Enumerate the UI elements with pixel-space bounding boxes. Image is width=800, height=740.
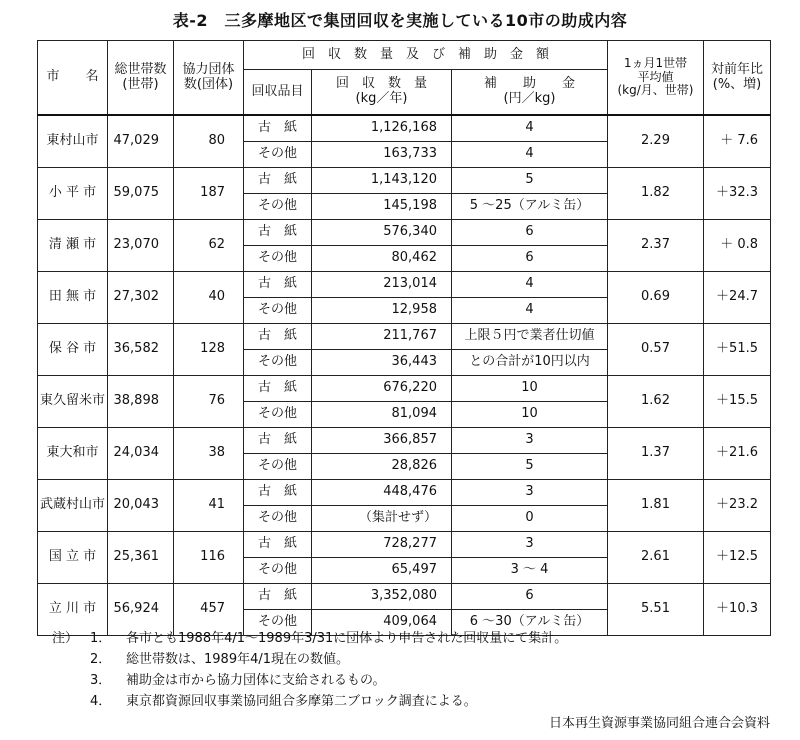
- notes: [52, 628, 567, 712]
- subsidy-value: 3 ～ 4: [452, 558, 608, 584]
- item-name: 古 紙: [244, 480, 312, 506]
- groups-value: 41: [174, 480, 244, 532]
- subsidy-value: 5: [452, 168, 608, 194]
- note-lead: [52, 670, 90, 691]
- amount-value: 3,352,080: [312, 584, 452, 610]
- item-name: 古 紙: [244, 272, 312, 298]
- groups-value: 187: [174, 168, 244, 220]
- table-row: [38, 532, 771, 558]
- item-name: その他: [244, 142, 312, 168]
- yoy-value: ＋32.3: [704, 168, 771, 220]
- item-name: 古 紙: [244, 428, 312, 454]
- groups-value: 38: [174, 428, 244, 480]
- item-name: その他: [244, 246, 312, 272]
- item-name: 古 紙: [244, 532, 312, 558]
- households-value: 23,070: [108, 220, 174, 272]
- subsidy-value: 6: [452, 220, 608, 246]
- item-name: その他: [244, 402, 312, 428]
- subsidy-value: 0: [452, 506, 608, 532]
- table-title: 表-2 三多摩地区で集団回収を実施している10市の助成内容: [172, 11, 628, 30]
- households-value: 27,302: [108, 272, 174, 324]
- header-subsidy: 補 助 金 (円／kg): [452, 70, 608, 116]
- city-name: 国 立 市: [38, 532, 108, 584]
- subsidy-value: 3: [452, 480, 608, 506]
- note-lead: [52, 649, 90, 670]
- header-collection-subsidy: 回 収 数 量 及 び 補 助 金 額: [244, 41, 608, 70]
- subsidy-value: 10: [452, 376, 608, 402]
- monthly-average-value: 1.81: [608, 480, 704, 532]
- header-yoy: 対前年比 (%、増): [704, 41, 771, 116]
- note-number: 3．: [90, 673, 112, 688]
- table-row: [38, 272, 771, 298]
- amount-value: 211,767: [312, 324, 452, 350]
- note-item: [52, 691, 567, 712]
- subsidy-value: 5: [452, 454, 608, 480]
- subsidy-value: 6 ～30（アルミ缶）: [452, 610, 608, 636]
- city-name: 清 瀬 市: [38, 220, 108, 272]
- subsidy-value: 6: [452, 584, 608, 610]
- note-item: [52, 628, 567, 649]
- subsidy-table: [37, 40, 771, 636]
- subsidy-value: 10: [452, 402, 608, 428]
- city-name: 小 平 市: [38, 168, 108, 220]
- table-row: [38, 480, 771, 506]
- item-name: 古 紙: [244, 324, 312, 350]
- yoy-value: ＋51.5: [704, 324, 771, 376]
- city-name: 田 無 市: [38, 272, 108, 324]
- note-number: 1．: [90, 631, 112, 646]
- source-credit: 日本再生資源事業協同組合連合会資料: [548, 716, 770, 731]
- city-name: 東久留米市: [38, 376, 108, 428]
- item-name: その他: [244, 350, 312, 376]
- amount-value: 213,014: [312, 272, 452, 298]
- amount-value: 65,497: [312, 558, 452, 584]
- note-number: 4．: [90, 694, 112, 709]
- table-row: [38, 376, 771, 402]
- note-item: [52, 649, 567, 670]
- yoy-value: ＋24.7: [704, 272, 771, 324]
- note-text: 各市とも1988年4/1～1989年3/31に団体より申告された回収量にて集計。: [126, 631, 568, 646]
- table-row: [38, 168, 771, 194]
- note-item: [52, 670, 567, 691]
- monthly-average-value: 2.37: [608, 220, 704, 272]
- yoy-value: ＋ 0.8: [704, 220, 771, 272]
- amount-value: 81,094: [312, 402, 452, 428]
- monthly-average-value: 1.62: [608, 376, 704, 428]
- amount-value: 728,277: [312, 532, 452, 558]
- city-name: 保 谷 市: [38, 324, 108, 376]
- monthly-average-value: 5.51: [608, 584, 704, 636]
- monthly-average-value: 0.69: [608, 272, 704, 324]
- amount-value: 28,826: [312, 454, 452, 480]
- yoy-value: ＋21.6: [704, 428, 771, 480]
- groups-value: 76: [174, 376, 244, 428]
- groups-value: 116: [174, 532, 244, 584]
- amount-value: 1,143,120: [312, 168, 452, 194]
- amount-value: 448,476: [312, 480, 452, 506]
- note-text: 補助金は市から協力団体に支給されるもの。: [126, 673, 386, 688]
- yoy-value: ＋12.5: [704, 532, 771, 584]
- subsidy-value: との合計が10円以内: [452, 350, 608, 376]
- item-name: 古 紙: [244, 115, 312, 142]
- item-name: その他: [244, 298, 312, 324]
- amount-value: 163,733: [312, 142, 452, 168]
- header-monthly-average: 1ヵ月1世帯 平均値 (kg/月、世帯): [608, 41, 704, 116]
- amount-value: 1,126,168: [312, 115, 452, 142]
- households-value: 56,924: [108, 584, 174, 636]
- item-name: その他: [244, 558, 312, 584]
- monthly-average-value: 0.57: [608, 324, 704, 376]
- groups-value: 80: [174, 115, 244, 168]
- city-name: 東大和市: [38, 428, 108, 480]
- amount-value: 409,064: [312, 610, 452, 636]
- header-groups: 協力団体 数(団体): [174, 41, 244, 116]
- households-value: 59,075: [108, 168, 174, 220]
- monthly-average-value: 1.37: [608, 428, 704, 480]
- table-row: [38, 115, 771, 142]
- monthly-average-value: 2.29: [608, 115, 704, 168]
- yoy-value: ＋ 7.6: [704, 115, 771, 168]
- households-value: 47,029: [108, 115, 174, 168]
- note-lead: 注）: [52, 631, 79, 646]
- note-lead: [52, 691, 90, 712]
- households-value: 36,582: [108, 324, 174, 376]
- table-row: [38, 428, 771, 454]
- item-name: 古 紙: [244, 220, 312, 246]
- amount-value: 676,220: [312, 376, 452, 402]
- yoy-value: ＋15.5: [704, 376, 771, 428]
- monthly-average-value: 1.82: [608, 168, 704, 220]
- amount-value: 366,857: [312, 428, 452, 454]
- header-amount: 回 収 数 量 (kg／年): [312, 70, 452, 116]
- monthly-average-value: 2.61: [608, 532, 704, 584]
- city-name: 東村山市: [38, 115, 108, 168]
- header-households: 総世帯数 (世帯): [108, 41, 174, 116]
- households-value: 20,043: [108, 480, 174, 532]
- item-name: その他: [244, 194, 312, 220]
- table-row: [38, 220, 771, 246]
- table-row: [38, 324, 771, 350]
- subsidy-value: 6: [452, 246, 608, 272]
- note-number: 2．: [90, 652, 112, 667]
- subsidy-value: 3: [452, 428, 608, 454]
- subsidy-value: 4: [452, 142, 608, 168]
- item-name: 古 紙: [244, 168, 312, 194]
- table-row: [38, 584, 771, 610]
- subsidy-value: 4: [452, 115, 608, 142]
- households-value: 24,034: [108, 428, 174, 480]
- groups-value: 62: [174, 220, 244, 272]
- city-name: 立 川 市: [38, 584, 108, 636]
- city-name: 武蔵村山市: [38, 480, 108, 532]
- amount-value: 80,462: [312, 246, 452, 272]
- households-value: 38,898: [108, 376, 174, 428]
- amount-value: （集計せず）: [312, 506, 452, 532]
- subsidy-value: 5 ～25（アルミ缶）: [452, 194, 608, 220]
- item-name: 古 紙: [244, 376, 312, 402]
- header-city: 市 名: [38, 41, 108, 116]
- amount-value: 145,198: [312, 194, 452, 220]
- subsidy-value: 3: [452, 532, 608, 558]
- amount-value: 12,958: [312, 298, 452, 324]
- households-value: 25,361: [108, 532, 174, 584]
- subsidy-value: 上限５円で業者仕切値: [452, 324, 608, 350]
- item-name: 古 紙: [244, 584, 312, 610]
- item-name: その他: [244, 610, 312, 636]
- note-text: 総世帯数は、1989年4/1現在の数値。: [126, 652, 350, 667]
- note-text: 東京都資源回収事業協同組合多摩第二ブロック調査による。: [126, 694, 477, 709]
- amount-value: 576,340: [312, 220, 452, 246]
- yoy-value: ＋10.3: [704, 584, 771, 636]
- groups-value: 40: [174, 272, 244, 324]
- groups-value: 457: [174, 584, 244, 636]
- yoy-value: ＋23.2: [704, 480, 771, 532]
- item-name: その他: [244, 454, 312, 480]
- header-item: 回収品目: [244, 70, 312, 116]
- groups-value: 128: [174, 324, 244, 376]
- subsidy-value: 4: [452, 298, 608, 324]
- item-name: その他: [244, 506, 312, 532]
- amount-value: 36,443: [312, 350, 452, 376]
- subsidy-value: 4: [452, 272, 608, 298]
